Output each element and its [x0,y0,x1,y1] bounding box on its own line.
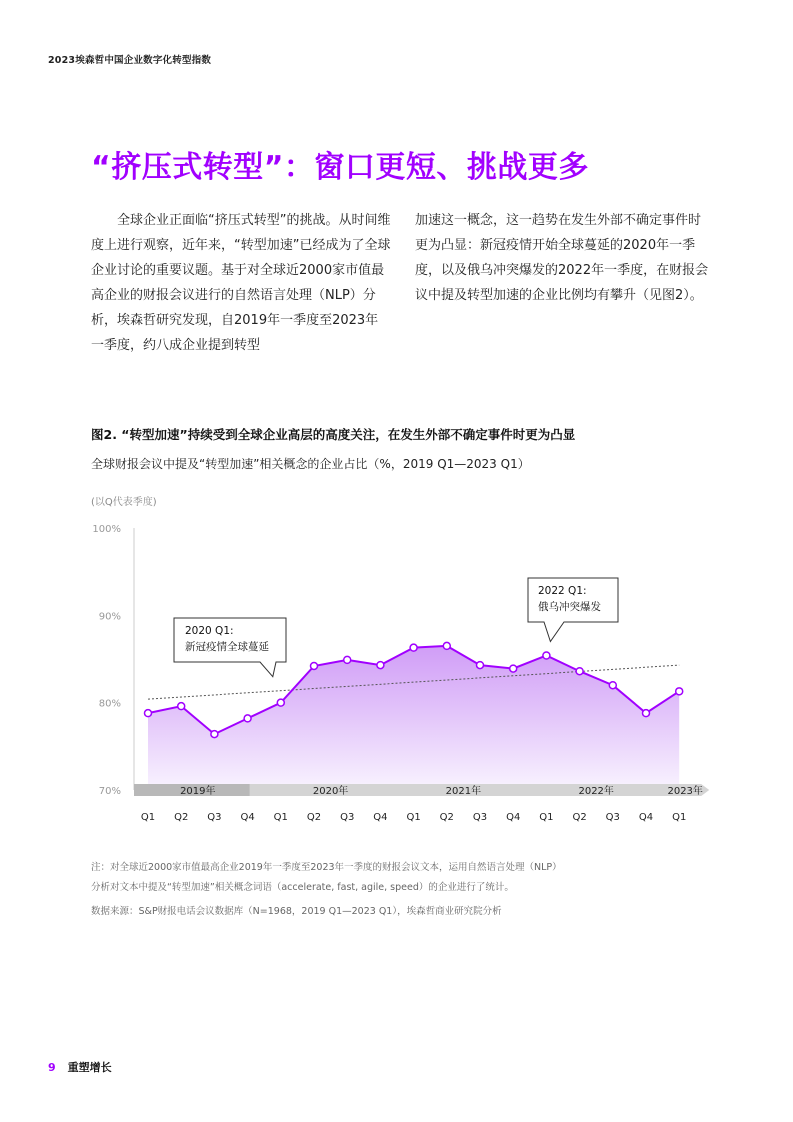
data-point [477,662,484,669]
quarter-label: Q2 [306,812,322,823]
data-point [377,662,384,669]
footer-section-name: 重塑增长 [67,1061,112,1074]
year-label: 2021年 [445,786,482,797]
quarter-label: Q1 [672,812,687,823]
data-point [643,710,650,717]
quarter-label: Q1 [273,812,288,823]
data-point [609,682,616,689]
callout-2020q1-line1: 2020 Q1: [185,625,234,637]
quarter-label: Q2 [572,812,587,823]
data-point [178,703,185,710]
data-point [344,656,351,663]
year-label: 2020年 [312,786,349,797]
data-point [576,668,583,675]
quarter-label: Q3 [340,812,355,823]
data-point [244,715,251,722]
data-point [676,688,683,695]
quarter-label: Q4 [506,812,521,823]
figure-subtitle: 全球财报会议中提及“转型加速”相关概念的企业占比（%，2019 Q1—2023 Q1） [91,457,530,471]
area-fill [148,646,679,784]
data-point [311,662,318,669]
data-point [211,731,218,738]
body-column-right [415,208,710,308]
quarter-label: Q1 [140,812,156,823]
section-title: “挤压式转型”：窗口更短、挑战更多 [91,150,589,185]
report-header: 2023埃森哲中国企业数字化转型指数 [48,55,212,66]
y-tick-label: 90% [98,611,121,623]
quarter-label: Q3 [207,812,222,823]
year-label: 2019年 [180,786,216,797]
quarter-label: Q2 [174,812,189,823]
y-tick-label: 70% [98,786,121,797]
callout-2020q1-line2: 新冠疫情全球蔓延 [185,641,269,653]
figure-unit-note: (以Q代表季度) [91,497,157,508]
figure-note-line2: 分析对文本中提及“转型加速”相关概念词语（accelerate, fast, agile, speed）的企业进行了统计。 [91,882,514,893]
quarter-label: Q1 [539,812,554,823]
page-number: 9 [48,1061,56,1074]
quarter-label: Q1 [406,812,421,823]
year-label: 2022年 [578,786,614,797]
data-point [277,699,284,706]
quarter-label: Q3 [605,812,620,823]
year-label: 2023年 [667,786,703,797]
figure-title: 图2. “转型加速”持续受到全球企业高层的高度关注，在发生外部不确定事件时更为凸显 [91,427,576,442]
figure-source: 数据来源：S&P财报电话会议数据库（N=1968，2019 Q1—2023 Q1），埃森哲商业研究院分析 [91,906,502,917]
page-footer [48,1059,112,1075]
quarter-label: Q4 [638,812,654,823]
body-column-left [91,208,391,358]
area-chart [0,510,793,840]
quarter-label: Q2 [439,812,454,823]
data-point [443,642,450,649]
y-tick-label: 80% [98,698,121,710]
figure-note-line1: 注：对全球近2000家市值最高企业2019年一季度至2023年一季度的财报会议文本，运用自然语言处理（NLP） [91,862,562,873]
data-point [410,644,417,651]
paragraph-left: 全球企业正面临“挤压式转型”的挑战。从时间维度上进行观察，近年来，“转型加速”已经成为了全球企业讨论的重要议题。基于对全球近2000家市值最高企业的财报会议进行的自然语言处理（NLP）分析，埃森哲研究发现，自2019年一季度至2023年一季度，约八成企业提到转型 [91,213,391,353]
data-point [543,652,550,659]
callout-2022q1-line2: 俄乌冲突爆发 [538,601,601,613]
data-point [510,665,517,672]
data-point [145,710,152,717]
y-tick-label: 100% [92,524,121,535]
quarter-label: Q4 [240,812,255,823]
quarter-label: Q3 [472,812,488,823]
callout-2022q1-line1: 2022 Q1: [538,585,587,597]
paragraph-right: 加速这一概念，这一趋势在发生外部不确定事件时更为凸显：新冠疫情开始全球蔓延的2020年一季度，以及俄乌冲突爆发的2022年一季度，在财报会议中提及转型加速的企业比例均有攀升（见图2）。 [415,213,709,303]
quarter-label: Q4 [373,812,388,823]
